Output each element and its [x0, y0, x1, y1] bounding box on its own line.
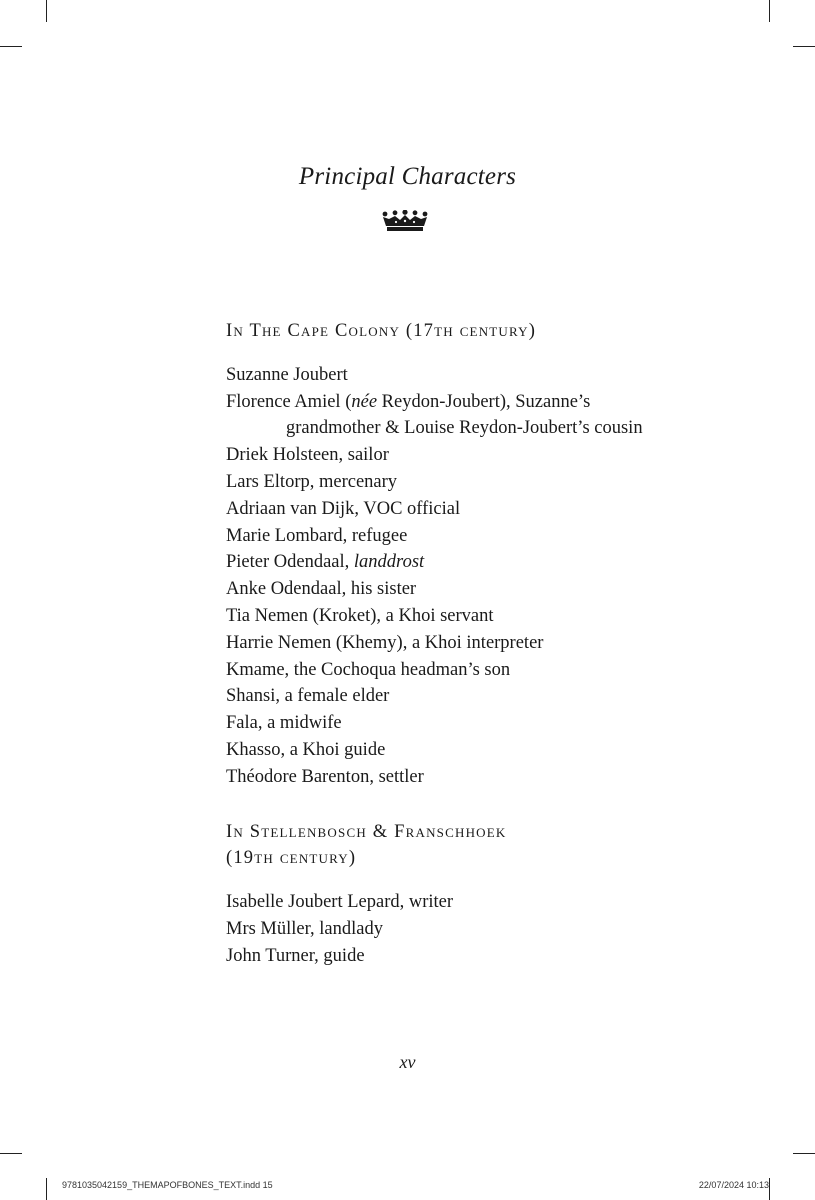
character-entry: Driek Holsteen, sailor	[226, 445, 389, 466]
character-entry: Adriaan van Dijk, VOC official	[226, 498, 461, 519]
character-entry: Kmame, the Cochoqua headman’s son	[226, 659, 511, 680]
crop-mark-top-right-vertical	[769, 0, 770, 22]
character-entry: Suzanne Joubert	[226, 364, 348, 385]
page-title: Principal Characters	[298, 163, 517, 190]
page-number: xv	[399, 1052, 416, 1072]
character-entry: Théodore Barenton, settler	[226, 766, 424, 787]
character-entry: Khasso, a Khoi guide	[226, 739, 386, 760]
character-entry	[226, 549, 686, 576]
character-entry: Isabelle Joubert Lepard, writer	[226, 892, 454, 913]
character-entry	[226, 389, 686, 443]
entry-text: Florence Amiel (	[226, 391, 352, 412]
character-entries	[226, 889, 686, 969]
print-slug-datetime: 22/07/2024 10:13	[698, 1180, 769, 1190]
section-heading-line: (19th century)	[226, 848, 357, 869]
character-entry: Fala, a midwife	[226, 713, 342, 734]
crop-mark-top-left-horizontal	[0, 46, 22, 47]
character-entry: Harrie Nemen (Khemy), a Khoi interpreter	[226, 632, 544, 653]
character-entry: Anke Odendaal, his sister	[226, 579, 417, 600]
entry-text: Pieter Odendaal,	[226, 552, 354, 573]
section-heading-line: In Stellenbosch & Franschhoek	[226, 821, 507, 842]
character-entry: John Turner, guide	[226, 945, 365, 966]
crop-mark-top-left-vertical	[46, 0, 47, 22]
entry-text: Reydon-Joubert), Suzanne’s grandmother & Louise Reydon-Joubert’s cousin	[286, 391, 643, 439]
character-entry: Shansi, a female elder	[226, 686, 390, 707]
section-heading	[226, 819, 686, 873]
character-entry: Tia Nemen (Kroket), a Khoi servant	[226, 605, 494, 626]
italic-term: née	[351, 391, 378, 412]
character-entries	[226, 362, 686, 791]
section-heading	[226, 318, 686, 345]
crop-mark-bottom-right-horizontal	[793, 1153, 815, 1154]
italic-term: landdrost	[353, 552, 425, 573]
character-entry: Mrs Müller, landlady	[226, 918, 383, 939]
character-list	[226, 318, 686, 970]
section-heading-line: In The Cape Colony (17th century)	[226, 321, 537, 341]
character-entry: Lars Eltorp, mercenary	[226, 471, 398, 492]
crop-mark-top-right-horizontal	[793, 46, 815, 47]
character-entry: Marie Lombard, refugee	[226, 525, 408, 546]
crown-icon	[381, 210, 429, 232]
crop-mark-bottom-right-vertical	[769, 1178, 770, 1200]
crop-mark-bottom-left-horizontal	[0, 1153, 22, 1154]
crop-mark-bottom-left-vertical	[46, 1178, 47, 1200]
print-slug-file: 9781035042159_THEMAPOFBONES_TEXT.indd 15	[62, 1180, 273, 1190]
